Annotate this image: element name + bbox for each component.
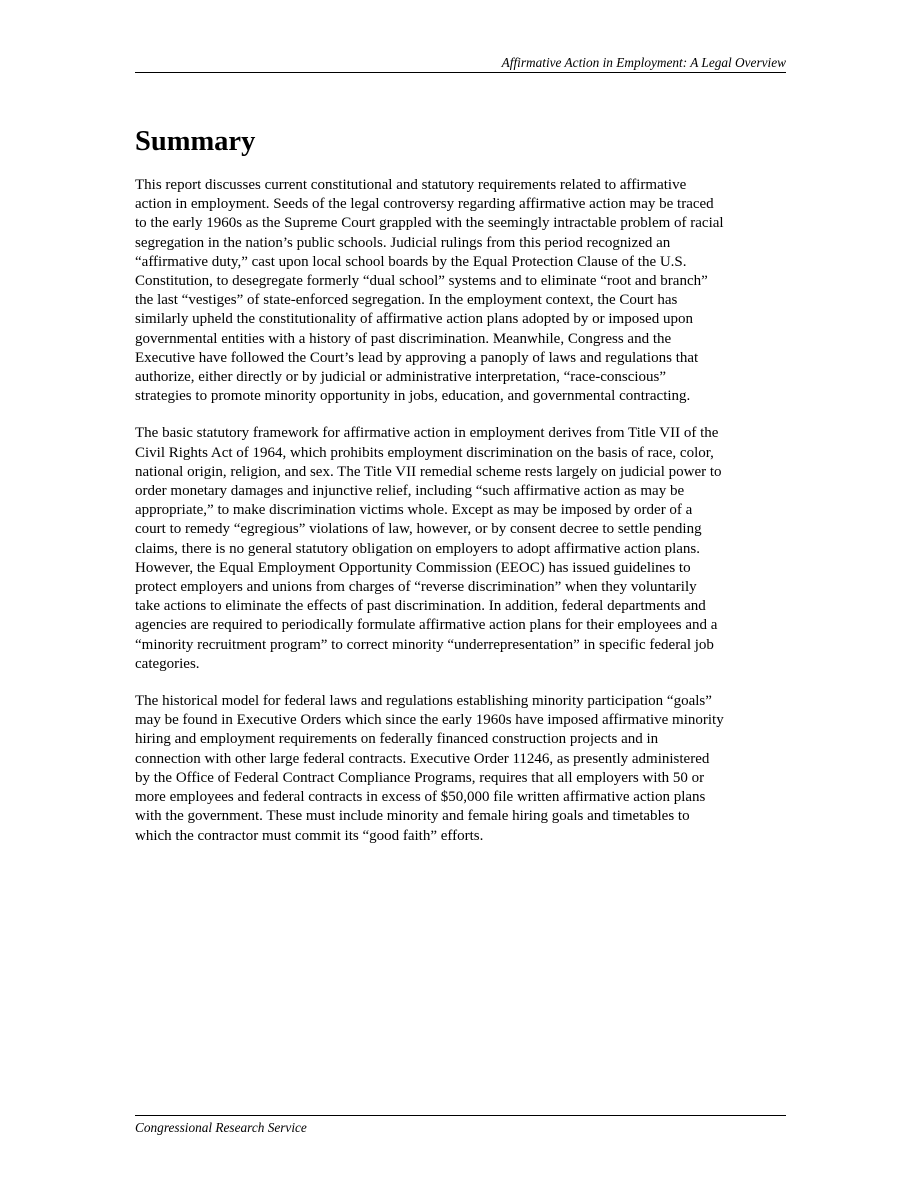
- footer-divider: [135, 1115, 786, 1116]
- running-header: Affirmative Action in Employment: A Legal Overview: [501, 55, 786, 70]
- summary-body: [135, 176, 790, 864]
- summary-paragraph: The basic statutory framework for affirmative action in employment derives from Title VII of the Civil Rights Act of 1964, which prohibits employment discrimination on the basis of race, color, national origin, religion, and sex. The Title VII remedial scheme rests largely on judicial power to order monetary damages and injunctive relief, including “such affirmative action as may be appropriate,” to make discrimination victims whole. Except as may be imposed by order of a court to remedy “egregious” violations of law, however, or by consent decree to settle pending claims, there is no general statutory obligation on employers to adopt affirmative action plans. However, the Equal Employment Opportunity Commission (EEOC) has issued guidelines to protect employers and unions from charges of “reverse discrimination” when they voluntarily take actions to eliminate the effects of past discrimination. In addition, federal departments and agencies are required to periodically formulate affirmative action plans for their employees and a “minority recruitment program” to correct minority “underrepresentation” in specific federal job categories.: [135, 425, 722, 672]
- summary-paragraph: This report discusses current constitutional and statutory requirements related to affirmative action in employment. Seeds of the legal controversy regarding affirmative action may be traced to the early 1960s as the Supreme Court grappled with the seemingly intractable problem of racial segregation in the nation’s public schools. Judicial rulings from this period recognized an “affirmative duty,” cast upon local school boards by the Equal Protection Clause of the U.S. Constitution, to desegregate formerly “dual school” systems and to eliminate “root and branch” the last “vestiges” of state-enforced segregation. In the employment context, the Court has similarly upheld the constitutionality of affirmative action plans adopted by or imposed upon governmental entities with a history of past discrimination. Meanwhile, Congress and the Executive have followed the Court’s lead by approving a panoply of laws and regulations that authorize, either directly or by judicial or administrative interpretation, “race-conscious” strategies to promote minority opportunity in jobs, education, and governmental contracting.: [135, 177, 724, 405]
- header-divider: [135, 72, 786, 73]
- summary-paragraph: The historical model for federal laws and regulations establishing minority participation “goals” may be found in Executive Orders which since the early 1960s have imposed affirmative minority hiring and employment requirements on federally financed construction projects and in connection with other large federal contracts. Executive Order 11246, as presently administered by the Office of Federal Contract Compliance Programs, requires that all employers with 50 or more employees and federal contracts in excess of $50,000 file written affirmative action plans with the government. These must include minority and female hiring goals and timetables to which the contractor must commit its “good faith” efforts.: [135, 693, 724, 844]
- page-title: Summary: [135, 126, 256, 157]
- running-footer: Congressional Research Service: [135, 1120, 307, 1135]
